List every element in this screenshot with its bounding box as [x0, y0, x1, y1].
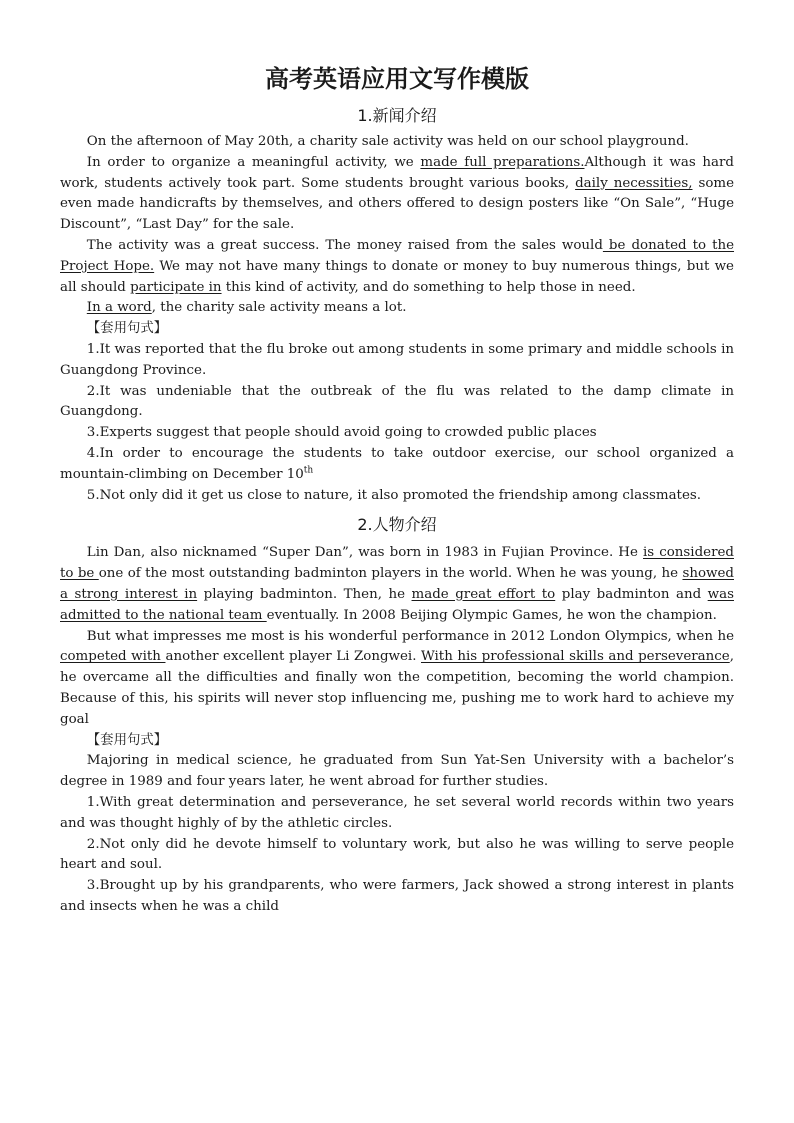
- underlined-phrase: made great effort to: [411, 586, 556, 602]
- underlined-phrase: daily necessities,: [575, 175, 693, 191]
- text-segment: 5.Not only did it get us close to nature, it also promoted the friendship among classmates.: [86, 487, 701, 503]
- document-title: 高考英语应用文写作模版: [265, 65, 529, 93]
- underlined-phrase: In a word: [86, 300, 152, 316]
- underlined-phrase: With his professional skills and perseverance: [421, 649, 730, 665]
- text-segment: In order to organize a meaningful activity, we: [86, 154, 421, 170]
- text-segment: some even made handicrafts by themselves, and others offered to design posters like “On Sale”, “Huge Discount”, “Last Day” for the sale.: [60, 175, 734, 233]
- text-segment: But what impresses me most is his wonderful performance in 2012 London Olympics, when he: [86, 628, 734, 644]
- body-paragraph: [60, 543, 734, 626]
- underlined-phrase: participate in: [130, 279, 222, 295]
- section-heading: 1.新闻介绍: [357, 106, 437, 125]
- text-segment: 4.In order to encourage the students to take outdoor exercise, our school organized a mountain-climbing on December 10: [60, 445, 734, 482]
- underlined-phrase: showed a strong interest in: [60, 566, 734, 602]
- underlined-phrase: was admitted to the national team: [60, 586, 734, 623]
- underlined-phrase: made full preparations.: [420, 154, 585, 170]
- text-segment: 2.It was undeniable that the outbreak of the flu was related to the damp climate in Guangdong.: [60, 383, 734, 420]
- body-paragraph: [60, 236, 734, 298]
- sections-container: [60, 104, 734, 918]
- body-paragraph: [60, 298, 734, 319]
- text-segment: We may not have many things to donate or money to buy numerous things, but we all should: [60, 258, 734, 295]
- pattern-sentence: [60, 486, 734, 507]
- text-segment: On the afternoon of May 20th, a charity sale activity was held on our school playground.: [86, 134, 689, 149]
- underlined-phrase: competed with: [60, 649, 166, 665]
- patterns-heading: 【套用句式】: [86, 321, 168, 337]
- text-segment: 1.With great determination and perseverance, he set several world records within two years and was thought highly of by the athletic circles.: [60, 794, 734, 831]
- text-segment: , he overcame all the difficulties and finally won the competition, becoming the world champion. Because of this, his spirits will never stop influencing me, pushing me to work hard to achieve my goal: [60, 649, 734, 727]
- underlined-phrase: is considered to be: [60, 545, 734, 582]
- text-segment: The activity was a great success. The money raised from the sales would: [86, 237, 603, 253]
- text-segment: 3.Brought up by his grandparents, who were farmers, Jack showed a strong interest in plants and insects when he was a child: [60, 878, 734, 914]
- body-paragraph: [60, 153, 734, 236]
- text-segment: one of the most outstanding badminton players in the world. When he was young, he: [98, 566, 683, 582]
- text-segment: 2.Not only did he devote himself to voluntary work, but also he was willing to serve people heart and soul.: [60, 836, 734, 873]
- pattern-sentence: [60, 793, 734, 835]
- text-segment: 3.Experts suggest that people should avoid going to crowded public places: [86, 425, 597, 441]
- pattern-sentence: [60, 876, 734, 918]
- text-segment: Majoring in medical science, he graduated from Sun Yat-Sen University with a bachelor’s degree in 1989 and four years later, he went abroad for further studies.: [60, 753, 734, 790]
- pattern-sentence: [60, 444, 734, 486]
- body-paragraph: [60, 627, 734, 731]
- section-heading: 2.人物介绍: [357, 515, 437, 535]
- text-segment: , the charity sale activity means a lot.: [151, 300, 407, 316]
- text-segment: this kind of activity, and do something to help those in need.: [221, 279, 636, 295]
- patterns-heading: 【套用句式】: [86, 732, 168, 748]
- underlined-phrase: be donated to the Project Hope.: [60, 237, 735, 274]
- pattern-sentence: [60, 382, 734, 424]
- document-page: [60, 62, 734, 918]
- text-segment: 1.It was reported that the flu broke out among students in some primary and middle schools in Guangdong Province.: [60, 341, 734, 378]
- text-segment: eventually. In 2008 Beijing Olympic Games, he won the champion.: [266, 607, 717, 623]
- pattern-sentence: [60, 340, 734, 382]
- pattern-sentence: [60, 751, 734, 793]
- pattern-sentence: [60, 423, 734, 444]
- body-paragraph: [60, 132, 734, 153]
- pattern-sentence: [60, 835, 734, 877]
- text-segment: another excellent player Li Zongwei.: [165, 649, 421, 665]
- text-segment: playing badminton. Then, he: [197, 586, 412, 602]
- text-segment: Lin Dan, also nicknamed “Super Dan”, was born in 1983 in Fujian Province. He: [86, 545, 643, 561]
- text-segment: play badminton and: [555, 586, 708, 602]
- text-segment: Although it was hard work, students actively took part. Some students brought various books,: [60, 154, 735, 191]
- superscript: th: [303, 465, 314, 476]
